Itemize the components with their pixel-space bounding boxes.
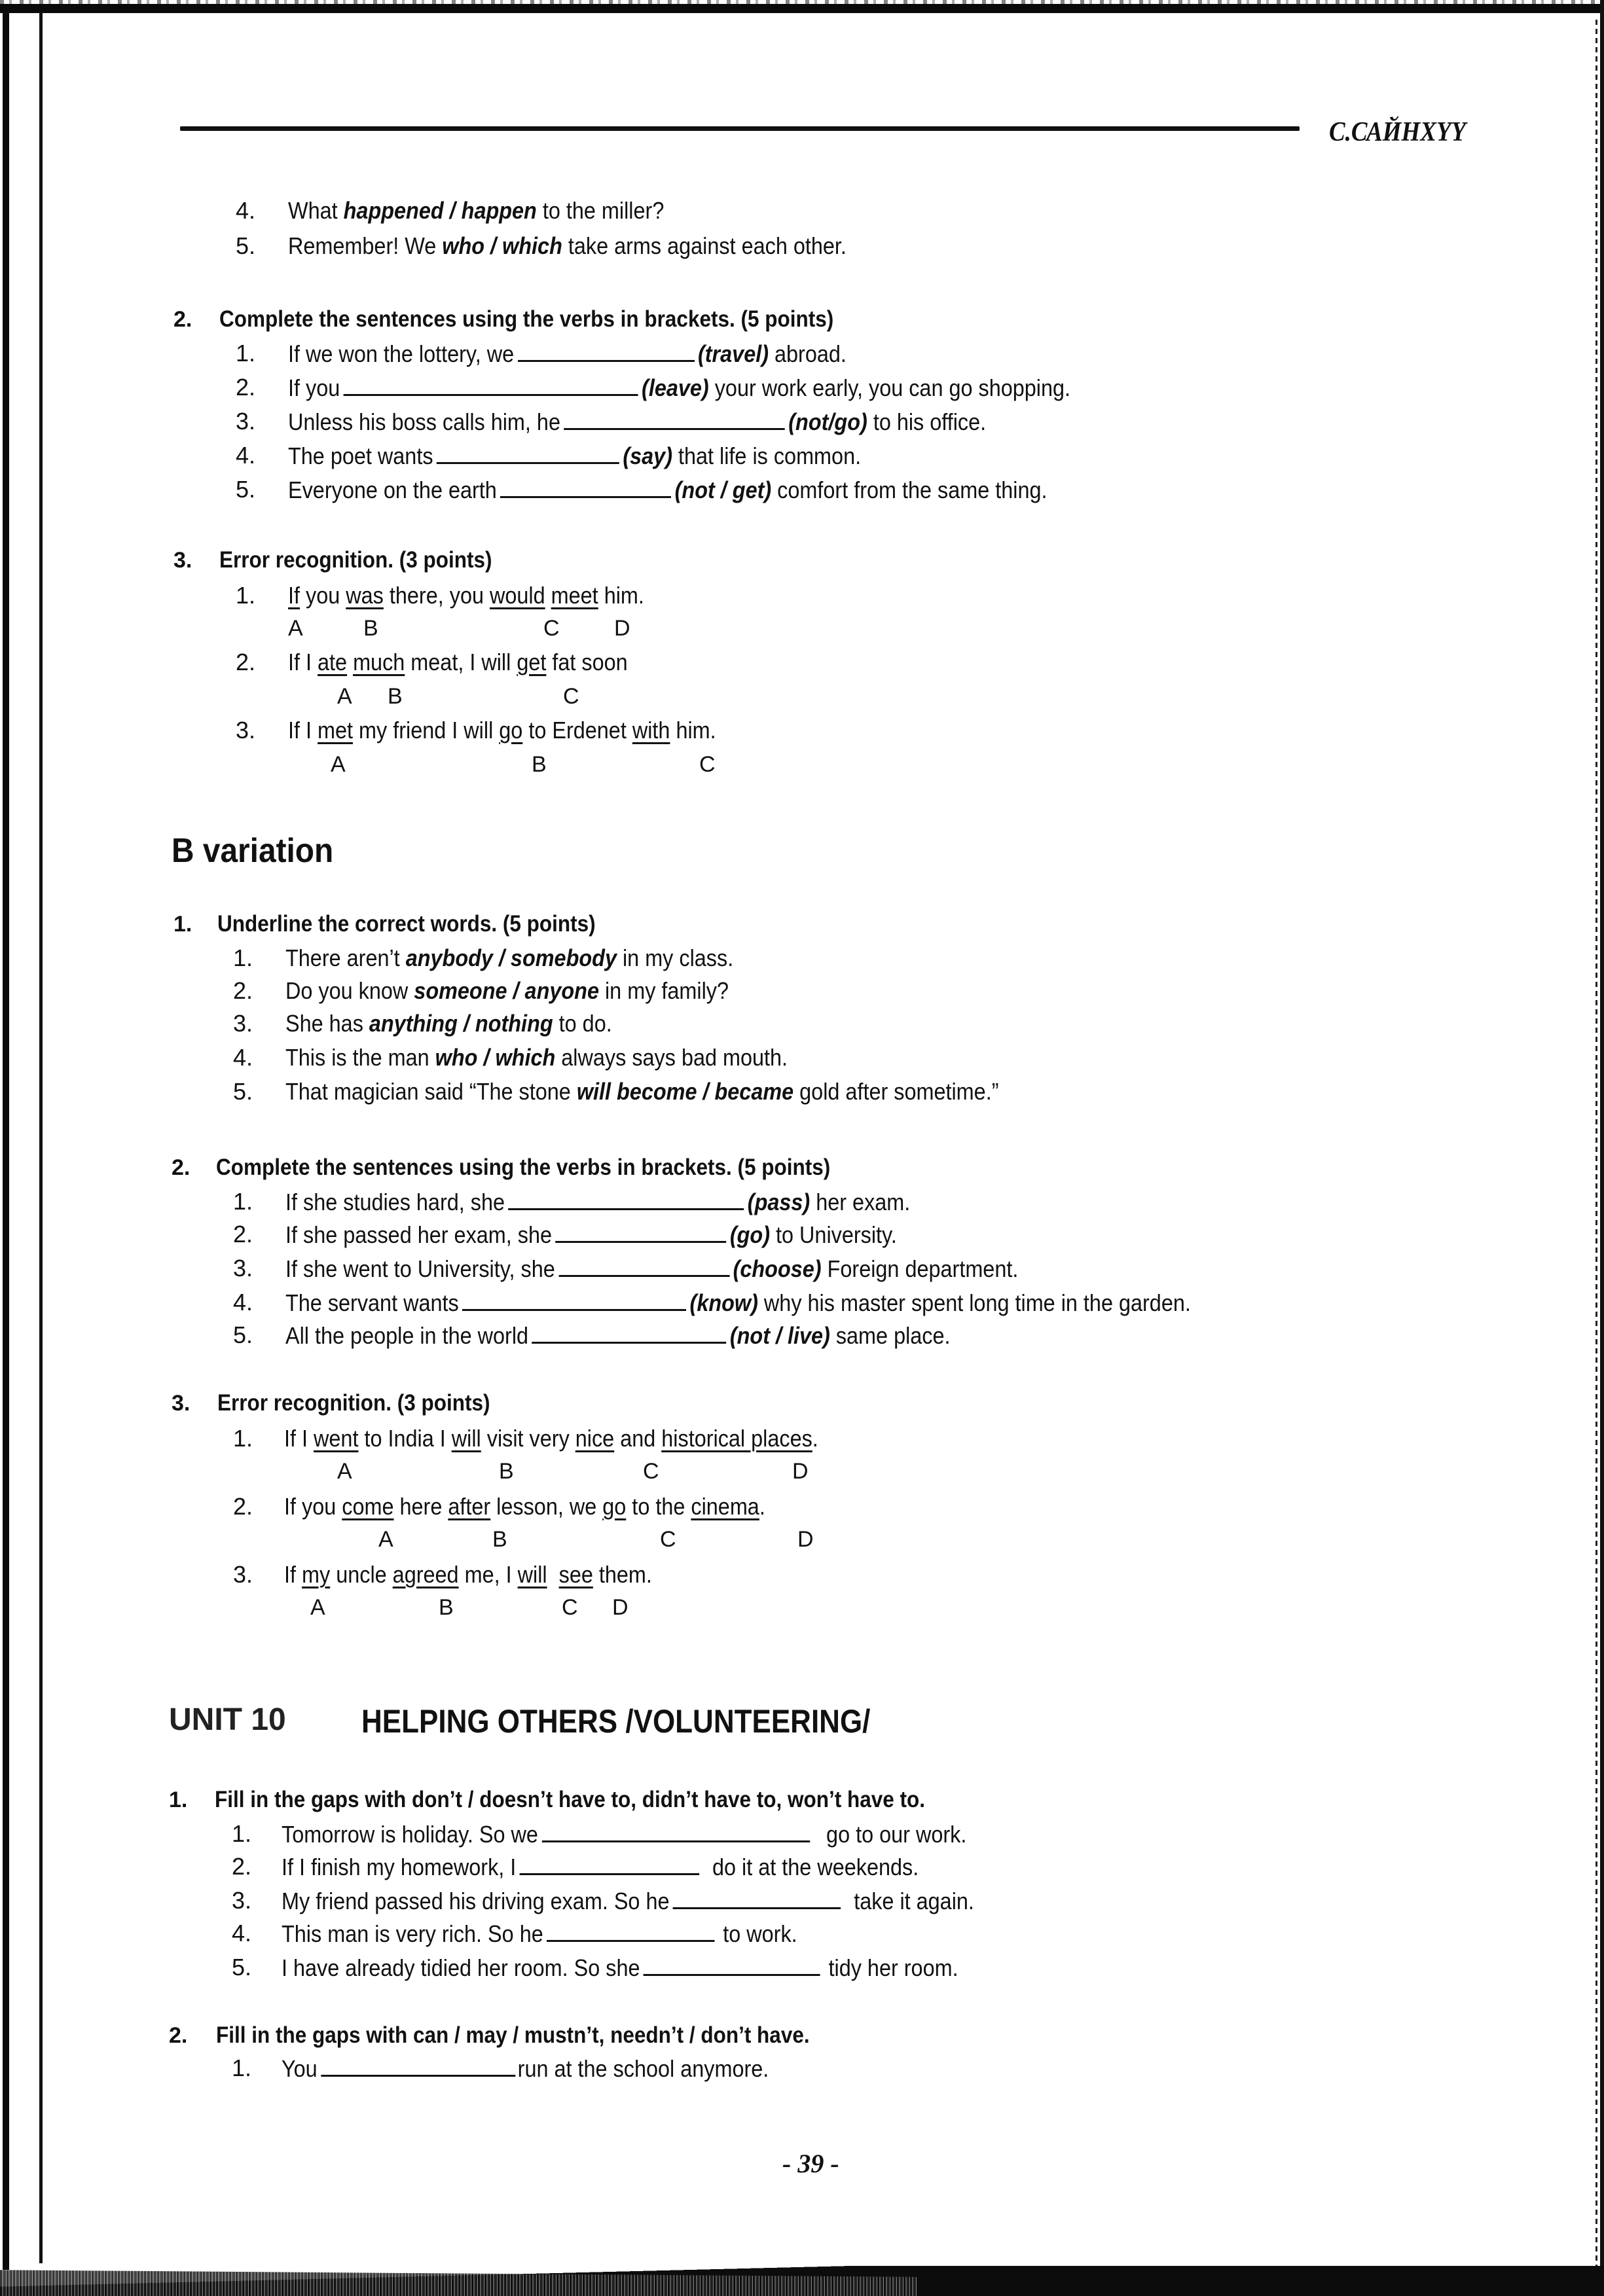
word-choice[interactable]: happened / happen xyxy=(343,197,537,224)
section-title: Complete the sentences using the verbs in brackets. (5 points) xyxy=(219,306,834,332)
underlined-option[interactable]: was xyxy=(346,582,384,609)
variation-heading: B variation xyxy=(172,832,334,870)
item-number: 5. xyxy=(232,1954,252,1981)
list-item: That magician said “The stone will become / became gold after sometime.” xyxy=(285,1078,999,1105)
list-item: If you (leave) your work early, you can go shopping. xyxy=(288,374,1071,401)
answer-blank[interactable] xyxy=(547,1920,715,1942)
option-letter: A xyxy=(310,1595,325,1620)
underlined-option[interactable]: much xyxy=(353,649,405,675)
answer-blank[interactable] xyxy=(437,442,619,464)
answer-blank[interactable] xyxy=(321,2055,515,2077)
underlined-option[interactable]: will xyxy=(517,1561,547,1588)
item-number: 4. xyxy=(233,1044,253,1071)
item-number: 4. xyxy=(232,1920,252,1946)
item-number: 4. xyxy=(236,442,256,469)
option-letter: B xyxy=(532,752,547,777)
underlined-option[interactable]: met xyxy=(318,717,354,744)
list-item: If I finish my homework, I do it at the weekends. xyxy=(282,1854,919,1880)
option-letter: B xyxy=(388,684,403,709)
verb-hint: (say) xyxy=(623,442,672,469)
word-choice[interactable]: anybody / somebody xyxy=(405,944,617,971)
answer-blank[interactable] xyxy=(508,1189,744,1210)
item-number: 4. xyxy=(236,197,256,224)
section-number: 2. xyxy=(172,1155,191,1180)
page-border-top xyxy=(0,4,1604,13)
item-number: 1. xyxy=(236,582,256,609)
section-number: 3. xyxy=(172,1391,191,1416)
error-sentence: If I met my friend I will go to Erdenet with him. xyxy=(288,717,716,744)
option-letter: C xyxy=(562,1595,578,1620)
list-item: I have already tidied her room. So she tidy her room. xyxy=(282,1954,958,1981)
option-letter: B xyxy=(439,1595,454,1620)
list-item: She has anything / nothing to do. xyxy=(285,1010,612,1037)
section-title: Error recognition. (3 points) xyxy=(217,1390,490,1416)
section-number: 2. xyxy=(169,2023,188,2048)
section-title: Fill in the gaps with can / may / mustn’t, needn’t / don’t have. xyxy=(216,2022,810,2048)
section-title: Fill in the gaps with don’t / doesn’t have to, didn’t have to, won’t have to. xyxy=(215,1787,926,1812)
underlined-option[interactable]: go xyxy=(499,717,523,744)
section-title: Complete the sentences using the verbs in brackets. (5 points) xyxy=(216,1155,831,1180)
word-choice[interactable]: someone / anyone xyxy=(414,977,599,1004)
answer-blank[interactable] xyxy=(462,1289,686,1311)
answer-blank[interactable] xyxy=(518,340,695,362)
verb-hint: (go) xyxy=(729,1221,770,1248)
option-letter: A xyxy=(337,684,352,709)
page-border-left xyxy=(3,5,9,2270)
error-sentence: If you was there, you would meet him. xyxy=(288,582,644,609)
item-number: 1. xyxy=(236,340,256,367)
option-letter: D xyxy=(614,616,630,641)
underlined-option[interactable]: If xyxy=(288,582,301,609)
item-number: 2. xyxy=(232,1853,252,1880)
word-choice[interactable]: will become / became xyxy=(576,1078,794,1105)
verb-hint: (not/go) xyxy=(788,408,867,435)
word-choice[interactable]: anything / nothing xyxy=(369,1010,553,1037)
underlined-option[interactable]: see xyxy=(558,1561,593,1588)
underlined-option[interactable]: come xyxy=(342,1493,394,1520)
answer-blank[interactable] xyxy=(541,1821,810,1842)
underlined-option[interactable]: will xyxy=(451,1425,481,1452)
option-letter: B xyxy=(492,1527,507,1552)
section-number: 1. xyxy=(169,1787,188,1812)
list-item: Tomorrow is holiday. So we go to our work. xyxy=(282,1821,967,1848)
item-number: 5. xyxy=(236,476,256,503)
option-letter: A xyxy=(378,1527,393,1552)
underlined-option[interactable]: my xyxy=(302,1561,331,1588)
answer-blank[interactable] xyxy=(520,1854,700,1875)
underlined-option[interactable]: ate xyxy=(318,649,348,675)
list-item: This man is very rich. So he to work. xyxy=(282,1920,797,1947)
item-number: 1. xyxy=(232,2054,252,2081)
underlined-option[interactable]: after xyxy=(448,1493,491,1520)
list-item: If she went to University, she (choose) Foreign department. xyxy=(285,1255,1019,1282)
item-number: 2. xyxy=(233,977,253,1004)
header-author: С.САЙНХҮҮ xyxy=(1329,117,1467,147)
page-number: - 39 - xyxy=(782,2149,839,2178)
item-number: 1. xyxy=(232,1820,252,1847)
item-number: 5. xyxy=(236,232,256,259)
underlined-option[interactable]: go xyxy=(602,1493,627,1520)
list-item: There aren’t anybody / somebody in my class. xyxy=(285,944,734,971)
section-title: Underline the correct words. (5 points) xyxy=(217,911,596,937)
item-number: 3. xyxy=(232,1887,252,1914)
answer-blank[interactable] xyxy=(673,1888,841,1909)
verb-hint: (pass) xyxy=(747,1189,811,1215)
list-item: This is the man who / which always says bad mouth. xyxy=(285,1044,788,1071)
underlined-option[interactable]: with xyxy=(632,717,670,744)
option-letter: C xyxy=(699,752,716,777)
item-number: 4. xyxy=(233,1289,253,1316)
option-letter: C xyxy=(563,684,579,709)
verb-hint: (travel) xyxy=(697,340,769,367)
option-letter: D xyxy=(612,1595,629,1620)
underlined-option[interactable]: get xyxy=(517,649,547,675)
answer-blank[interactable] xyxy=(532,1322,726,1344)
underlined-option[interactable]: would xyxy=(489,582,545,609)
error-sentence: If my uncle agreed me, I will see them. xyxy=(284,1561,652,1588)
item-number: 5. xyxy=(233,1321,253,1348)
answer-blank[interactable] xyxy=(344,374,638,396)
answer-blank[interactable] xyxy=(555,1221,726,1243)
error-sentence: If I went to India I will visit very nice and historical places. xyxy=(284,1425,818,1452)
underlined-option[interactable]: cinema xyxy=(691,1493,759,1520)
list-item: Do you know someone / anyone in my family? xyxy=(285,977,729,1004)
item-number: 2. xyxy=(236,649,256,675)
section-number: 1. xyxy=(173,912,192,937)
item-number: 2. xyxy=(233,1221,253,1247)
unit-title: HELPING OTHERS /VOLUNTEERING/ xyxy=(361,1703,871,1740)
verb-hint: (not / get) xyxy=(674,476,772,503)
list-item: The servant wants (know) why his master spent long time in the garden. xyxy=(285,1289,1191,1316)
answer-blank[interactable] xyxy=(644,1954,820,1976)
page-border-left-inner xyxy=(39,12,43,2263)
error-sentence: If I ate much meat, I will get fat soon xyxy=(288,649,628,675)
list-item: What happened / happen to the miller? xyxy=(288,197,665,224)
item-number: 3. xyxy=(233,1255,253,1282)
error-sentence: If you come here after lesson, we go to the cinema. xyxy=(284,1493,765,1520)
verb-hint: (leave) xyxy=(642,374,709,401)
item-number: 3. xyxy=(233,1010,253,1037)
verb-hint: (choose) xyxy=(733,1255,822,1282)
section-number: 3. xyxy=(173,548,192,573)
section-title: Error recognition. (3 points) xyxy=(219,547,492,573)
option-letter: A xyxy=(337,1459,352,1484)
option-letter: C xyxy=(543,616,560,641)
item-number: 3. xyxy=(236,408,256,435)
option-letter: A xyxy=(288,616,303,641)
underlined-option[interactable]: went xyxy=(314,1425,359,1452)
item-number: 2. xyxy=(233,1493,253,1520)
list-item: Everyone on the earth (not / get) comfort from the same thing. xyxy=(288,476,1048,503)
underlined-option[interactable]: meet xyxy=(551,582,598,609)
underlined-option[interactable]: nice xyxy=(575,1425,615,1452)
list-item: If we won the lottery, we (travel) abroad. xyxy=(288,340,847,367)
list-item: If she passed her exam, she (go) to University. xyxy=(285,1221,897,1248)
list-item: You run at the school anymore. xyxy=(282,2055,769,2082)
item-number: 2. xyxy=(236,374,256,401)
item-number: 3. xyxy=(233,1561,253,1588)
item-number: 1. xyxy=(233,1425,253,1452)
list-item: Unless his boss calls him, he (not/go) to his office. xyxy=(288,408,987,435)
item-number: 5. xyxy=(233,1078,253,1105)
option-letter: B xyxy=(499,1459,514,1484)
word-choice[interactable]: who / which xyxy=(442,232,562,259)
answer-blank[interactable] xyxy=(564,408,784,430)
list-item: All the people in the world (not / live) same place. xyxy=(285,1322,951,1349)
verb-hint: (not / live) xyxy=(729,1322,830,1349)
header-rule xyxy=(180,126,1300,131)
list-item: The poet wants (say) that life is common. xyxy=(288,442,862,469)
underlined-option[interactable]: historical places xyxy=(661,1425,812,1452)
list-item: If she studies hard, she (pass) her exam. xyxy=(285,1189,911,1215)
option-letter: A xyxy=(331,752,346,777)
option-letter: C xyxy=(660,1527,676,1552)
unit-label: UNIT 10 xyxy=(169,1702,286,1737)
item-number: 1. xyxy=(233,944,253,971)
option-letter: B xyxy=(363,616,378,641)
answer-blank[interactable] xyxy=(558,1255,729,1277)
page-border-right-edge xyxy=(1600,0,1604,2296)
underlined-option[interactable]: agreed xyxy=(392,1561,459,1588)
option-letter: C xyxy=(643,1459,659,1484)
answer-blank[interactable] xyxy=(500,476,671,498)
list-item: Remember! We who / which take arms against each other. xyxy=(288,232,847,259)
verb-hint: (know) xyxy=(689,1289,758,1316)
item-number: 3. xyxy=(236,717,256,744)
item-number: 1. xyxy=(233,1188,253,1215)
page-border-right xyxy=(1595,20,1597,2271)
option-letter: D xyxy=(797,1527,814,1552)
option-letter: D xyxy=(792,1459,809,1484)
section-number: 2. xyxy=(173,307,192,332)
list-item: My friend passed his driving exam. So he take it again. xyxy=(282,1888,974,1914)
word-choice[interactable]: who / which xyxy=(435,1044,556,1071)
